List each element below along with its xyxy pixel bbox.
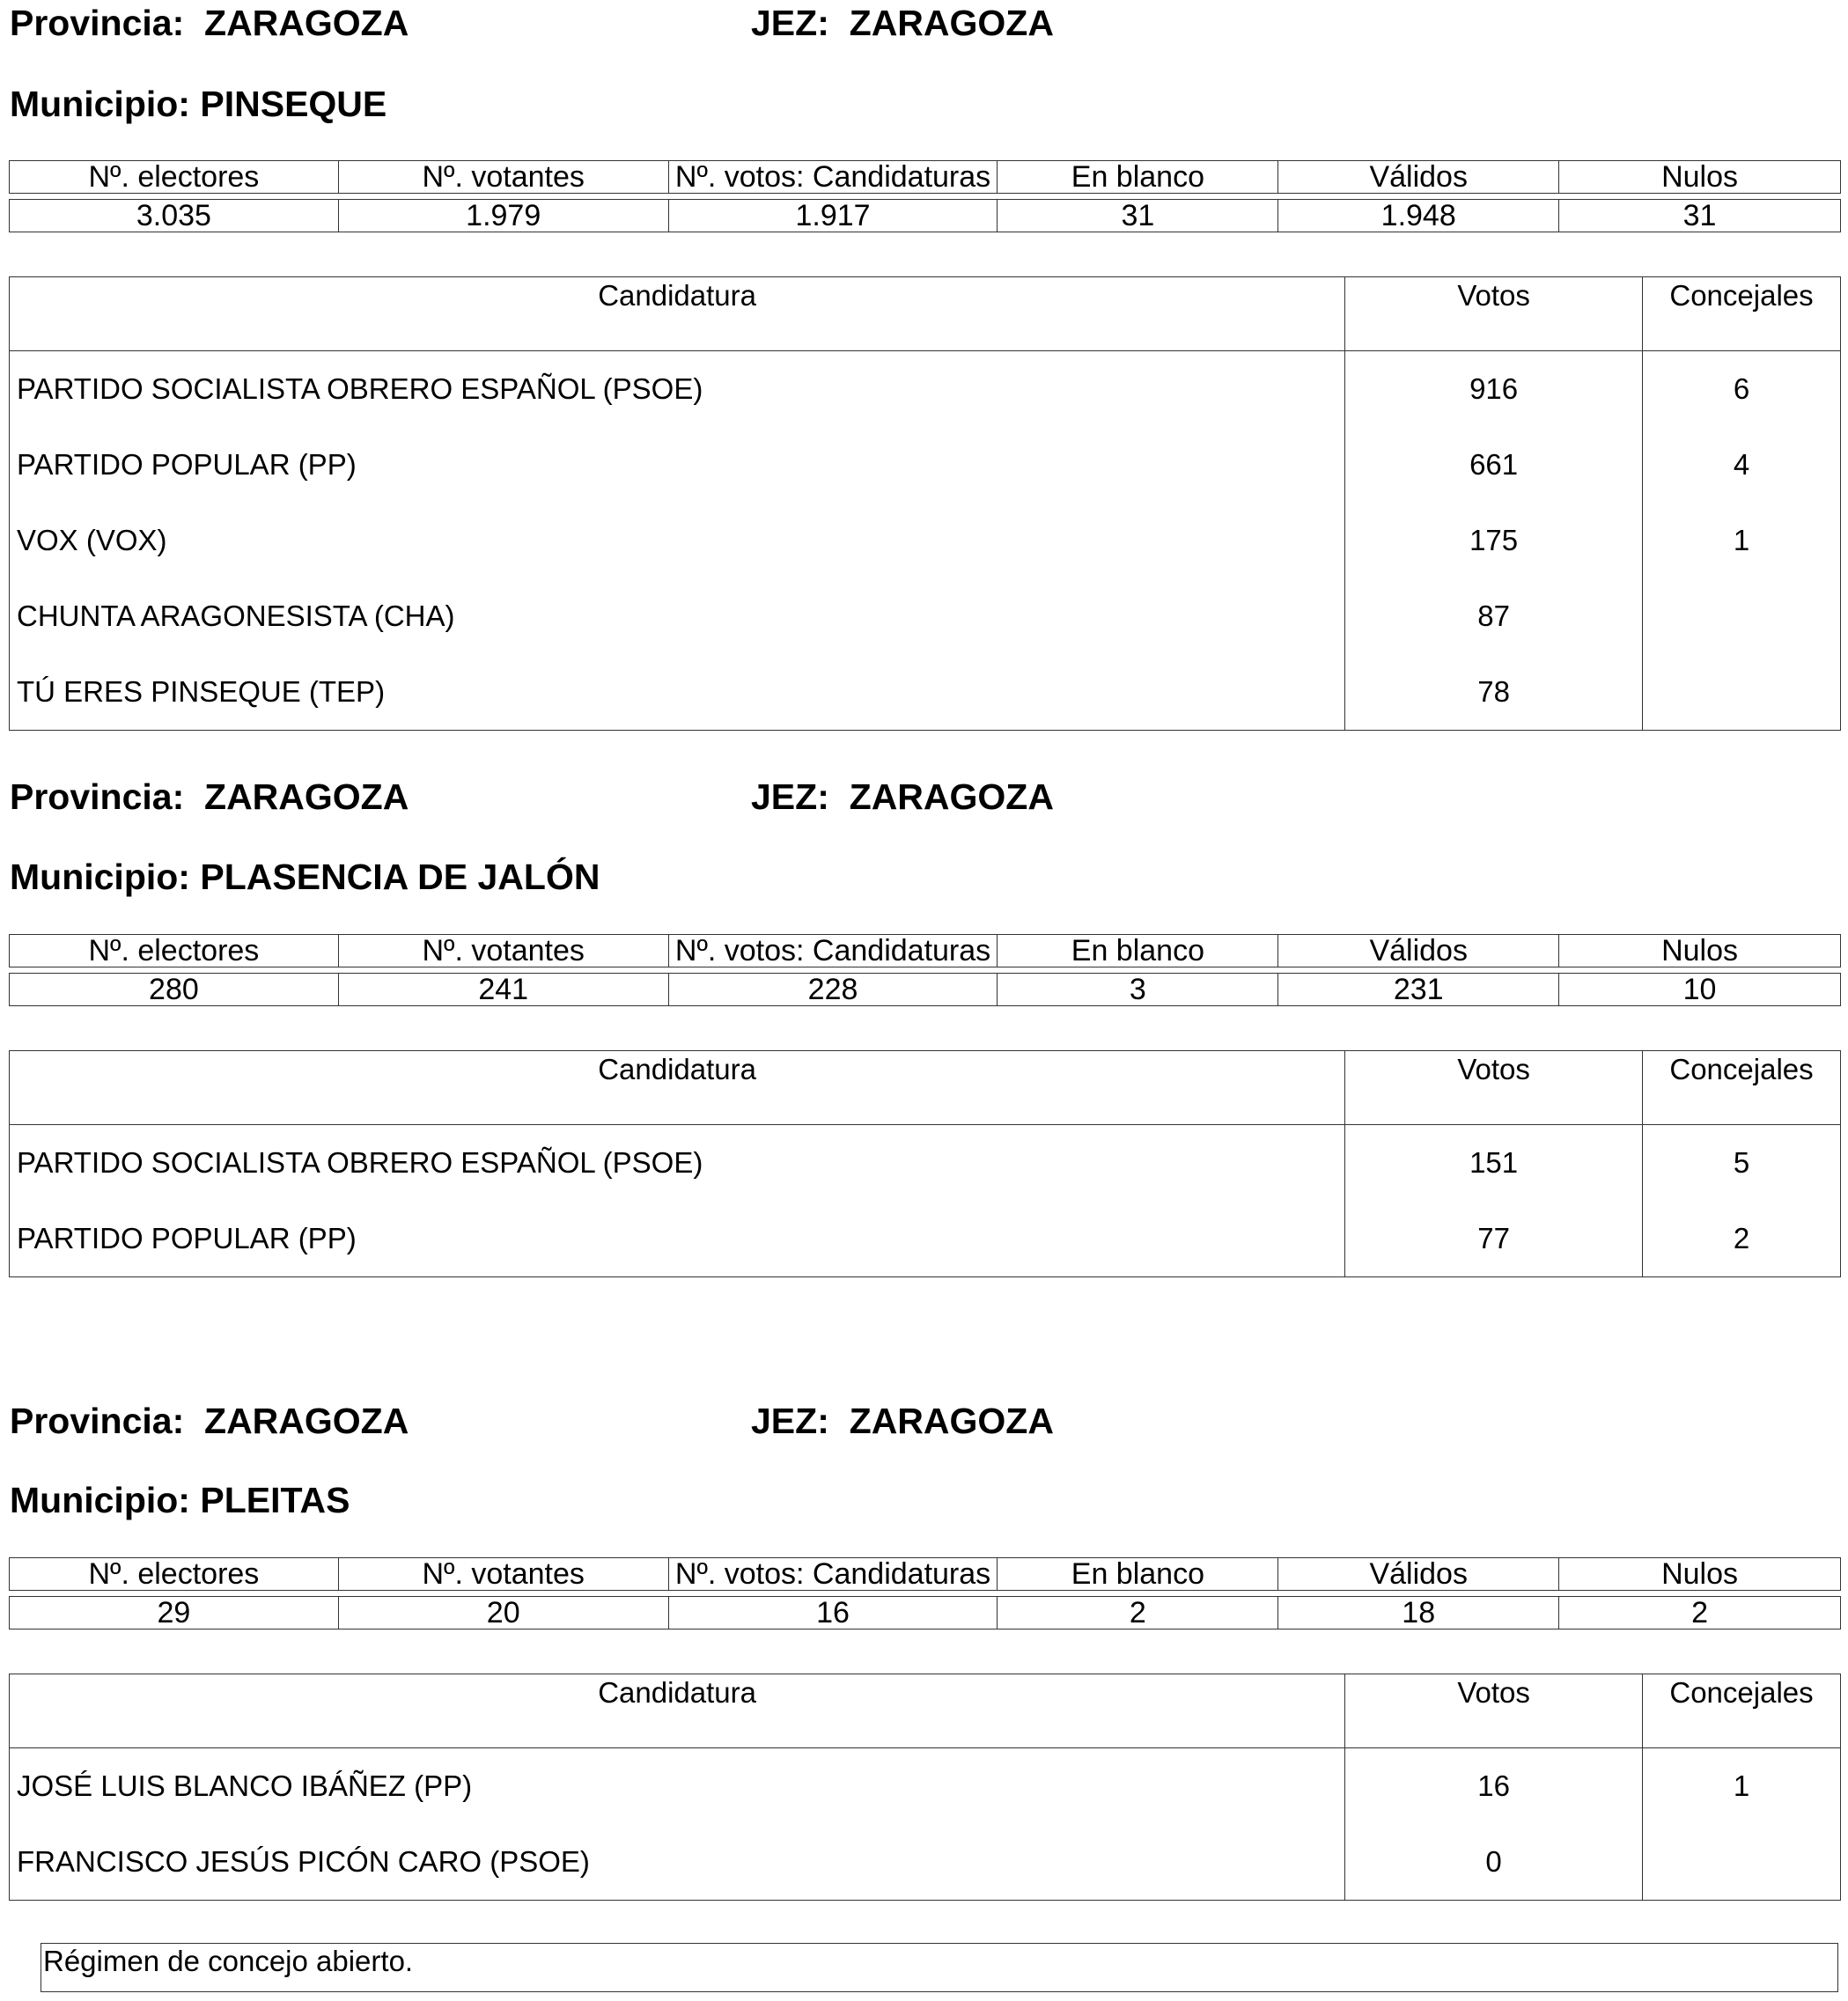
- header-votos: Votos: [1345, 277, 1643, 351]
- municipio-label: Municipio:: [10, 1480, 190, 1520]
- header-nulos: Nulos: [1559, 935, 1841, 967]
- provincia-label: Provincia:: [10, 1401, 185, 1441]
- value-votos-candidaturas: 228: [668, 974, 998, 1006]
- value-votantes: 20: [338, 1597, 668, 1629]
- jez-label: JEZ:: [751, 3, 829, 43]
- value-en-blanco: 3: [998, 974, 1278, 1006]
- header-en-blanco: En blanco: [998, 935, 1278, 967]
- stats-table: [9, 160, 1841, 232]
- candidates-table: [9, 1050, 1841, 1277]
- candidate-concejales: 6: [1733, 372, 1750, 405]
- stats-header-row: [10, 161, 1841, 194]
- provincia-header: [10, 776, 1054, 817]
- header-en-blanco: En blanco: [998, 1558, 1278, 1591]
- value-en-blanco: 2: [998, 1597, 1278, 1629]
- header-votantes: Nº. votantes: [338, 1558, 668, 1591]
- candidate-concejales: 1: [1733, 1769, 1750, 1802]
- candidate-votos: 175: [1345, 503, 1643, 578]
- candidate-name: FRANCISCO JESÚS PICÓN CARO (PSOE): [17, 1845, 590, 1878]
- candidate-votos: 151: [1345, 1125, 1643, 1202]
- stats-value-row: [10, 1597, 1841, 1629]
- jez-label: JEZ:: [751, 776, 829, 817]
- stats-header-row: [10, 1558, 1841, 1591]
- header-nulos: Nulos: [1559, 1558, 1841, 1591]
- value-validos: 18: [1278, 1597, 1559, 1629]
- candidate-row: [10, 654, 1841, 731]
- candidate-concejales: 1: [1733, 524, 1750, 556]
- candidates-table: [9, 276, 1841, 731]
- candidate-row: [10, 1824, 1841, 1901]
- header-en-blanco: En blanco: [998, 161, 1278, 194]
- provincia-header: [10, 3, 1054, 43]
- candidate-name: VOX (VOX): [17, 524, 167, 556]
- candidate-votos: 661: [1345, 427, 1643, 503]
- jez-label: JEZ:: [751, 1401, 829, 1441]
- header-candidatura: Candidatura: [10, 277, 1345, 351]
- candidate-row: [10, 1201, 1841, 1277]
- provincia-value: ZARAGOZA: [204, 3, 409, 43]
- candidate-concejales: [1643, 578, 1841, 654]
- value-votantes: 241: [338, 974, 668, 1006]
- candidate-votos: 77: [1345, 1201, 1643, 1277]
- candidate-name: PARTIDO POPULAR (PP): [17, 1222, 357, 1254]
- header-electores: Nº. electores: [10, 161, 339, 194]
- stats-value-row: [10, 974, 1841, 1006]
- header-candidatura: Candidatura: [10, 1051, 1345, 1125]
- header-candidatura: Candidatura: [10, 1674, 1345, 1748]
- candidate-concejales: 4: [1733, 448, 1750, 481]
- municipio-title: [10, 1482, 350, 1519]
- value-votos-candidaturas: 1.917: [668, 200, 998, 232]
- provincia-header: [10, 1401, 1054, 1441]
- candidate-concejales: 5: [1733, 1146, 1750, 1179]
- candidate-name: TÚ ERES PINSEQUE (TEP): [17, 675, 386, 708]
- municipio-title: [10, 86, 387, 122]
- jez-header: [751, 776, 1054, 817]
- value-votantes: 1.979: [338, 200, 668, 232]
- header-electores: Nº. electores: [10, 1558, 339, 1591]
- header-votos-candidaturas: Nº. votos: Candidaturas: [668, 161, 998, 194]
- stats-table: [9, 1557, 1841, 1629]
- candidate-votos: 916: [1345, 351, 1643, 428]
- value-en-blanco: 31: [998, 200, 1278, 232]
- candidate-votos: 87: [1345, 578, 1643, 654]
- provincia-label: Provincia:: [10, 3, 185, 43]
- candidate-row: [10, 503, 1841, 578]
- value-electores: 29: [10, 1597, 339, 1629]
- municipio-title: [10, 859, 600, 895]
- value-electores: 3.035: [10, 200, 339, 232]
- value-nulos: 31: [1559, 200, 1841, 232]
- candidate-concejales: [1643, 1824, 1841, 1901]
- provincia-value: ZARAGOZA: [204, 1401, 409, 1441]
- candidate-votos: 0: [1345, 1824, 1643, 1901]
- candidate-concejales: 2: [1733, 1222, 1750, 1254]
- stats-table: [9, 934, 1841, 1006]
- header-votantes: Nº. votantes: [338, 161, 668, 194]
- value-nulos: 10: [1559, 974, 1841, 1006]
- header-electores: Nº. electores: [10, 935, 339, 967]
- stats-value-row: [10, 200, 1841, 232]
- value-votos-candidaturas: 16: [668, 1597, 998, 1629]
- header-votos-candidaturas: Nº. votos: Candidaturas: [668, 935, 998, 967]
- header-votantes: Nº. votantes: [338, 935, 668, 967]
- candidate-name: JOSÉ LUIS BLANCO IBÁÑEZ (PP): [17, 1769, 473, 1802]
- candidate-row: [10, 427, 1841, 503]
- concejo-abierto-note: Régimen de concejo abierto.: [40, 1943, 1838, 1992]
- value-nulos: 2: [1559, 1597, 1841, 1629]
- candidate-row: [10, 1125, 1841, 1202]
- jez-value: ZARAGOZA: [849, 1401, 1054, 1441]
- municipio-value: PLEITAS: [200, 1480, 350, 1520]
- header-votos: Votos: [1345, 1674, 1643, 1748]
- municipio-value: PINSEQUE: [200, 84, 387, 124]
- header-concejales: Concejales: [1643, 1051, 1841, 1125]
- municipio-value: PLASENCIA DE JALÓN: [200, 857, 600, 897]
- header-votos: Votos: [1345, 1051, 1643, 1125]
- jez-value: ZARAGOZA: [849, 3, 1054, 43]
- provincia-value: ZARAGOZA: [204, 776, 409, 817]
- municipio-label: Municipio:: [10, 857, 190, 897]
- header-validos: Válidos: [1278, 161, 1559, 194]
- candidate-row: [10, 1748, 1841, 1825]
- header-nulos: Nulos: [1559, 161, 1841, 194]
- jez-header: [751, 5, 1054, 41]
- jez-header: [751, 1403, 1054, 1439]
- candidate-name: CHUNTA ARAGONESISTA (CHA): [17, 600, 455, 632]
- candidate-name: PARTIDO POPULAR (PP): [17, 448, 357, 481]
- value-validos: 1.948: [1278, 200, 1559, 232]
- candidates-table: [9, 1674, 1841, 1901]
- candidate-row: [10, 578, 1841, 654]
- header-votos-candidaturas: Nº. votos: Candidaturas: [668, 1558, 998, 1591]
- provincia-label: Provincia:: [10, 776, 185, 817]
- candidate-name: PARTIDO SOCIALISTA OBRERO ESPAÑOL (PSOE): [17, 1146, 703, 1179]
- header-concejales: Concejales: [1643, 277, 1841, 351]
- candidate-votos: 78: [1345, 654, 1643, 731]
- candidates-header-row: [10, 277, 1841, 351]
- candidates-header-row: [10, 1051, 1841, 1125]
- candidate-name: PARTIDO SOCIALISTA OBRERO ESPAÑOL (PSOE): [17, 372, 703, 405]
- header-concejales: Concejales: [1643, 1674, 1841, 1748]
- header-validos: Válidos: [1278, 935, 1559, 967]
- value-validos: 231: [1278, 974, 1559, 1006]
- stats-header-row: [10, 935, 1841, 967]
- municipio-label: Municipio:: [10, 84, 190, 124]
- candidate-votos: 16: [1345, 1748, 1643, 1825]
- candidate-row: [10, 351, 1841, 428]
- header-validos: Válidos: [1278, 1558, 1559, 1591]
- candidate-concejales: [1643, 654, 1841, 731]
- candidates-header-row: [10, 1674, 1841, 1748]
- value-electores: 280: [10, 974, 339, 1006]
- jez-value: ZARAGOZA: [849, 776, 1054, 817]
